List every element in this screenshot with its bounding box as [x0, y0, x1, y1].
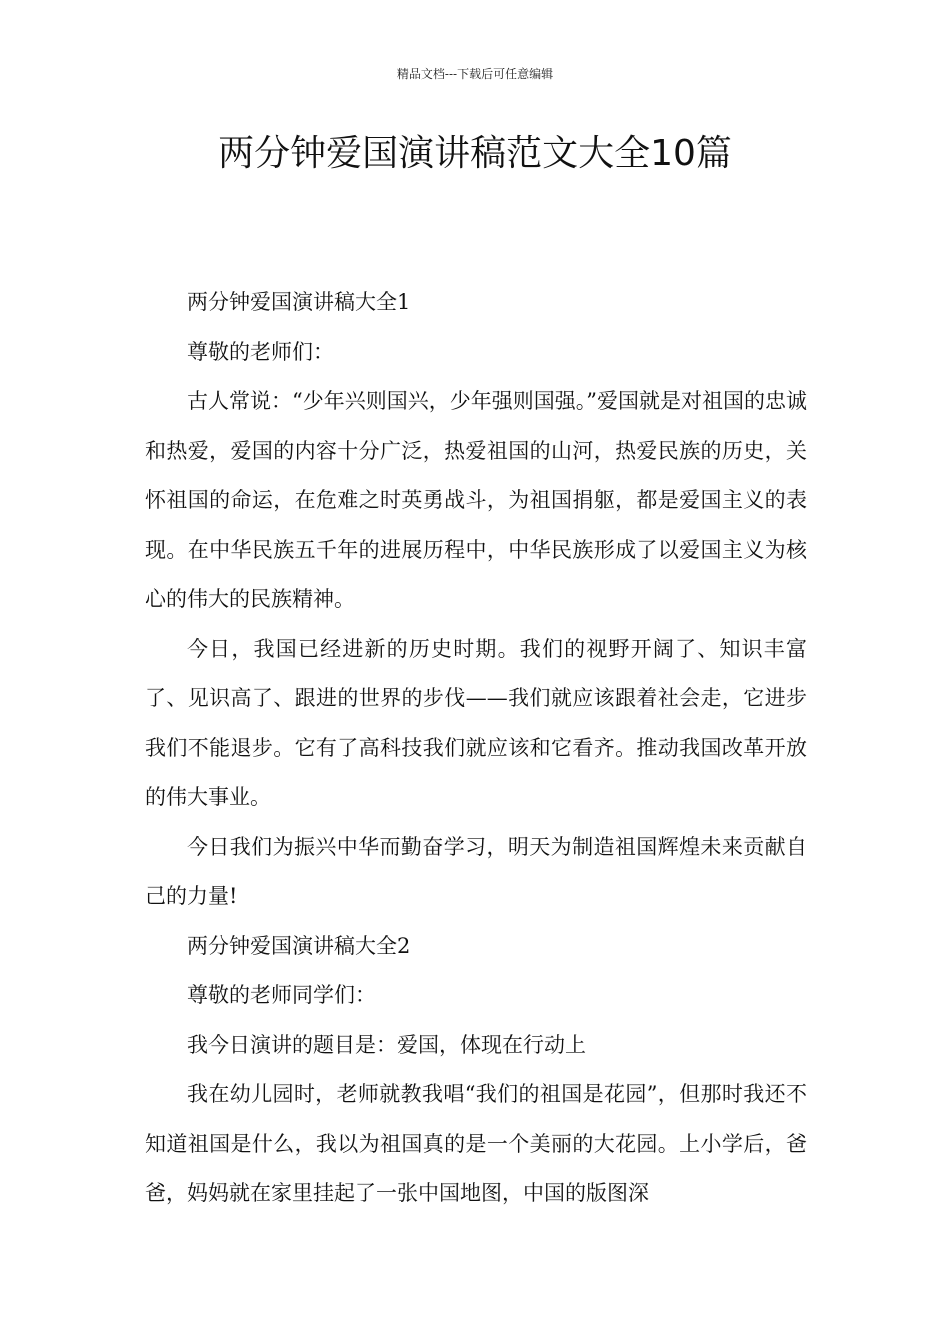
section-heading: 两分钟爱国演讲稿大全1: [187, 290, 411, 314]
body-paragraph: 今日，我国已经进新的历史时期。我们的视野开阔了、知识丰富了、见识高了、跟进的世界的步伐——我们就应该跟着社会走，它进步我们不能退步。它有了高科技我们就应该和它看齐。推动我国改革开放的伟大事业。: [145, 636, 807, 809]
body-paragraph: 我今日演讲的题目是：爱国，体现在行动上: [187, 1032, 586, 1057]
body-paragraph: 今日我们为振兴中华而勤奋学习，明天为制造祖国辉煌未来贡献自己的力量!: [145, 834, 807, 908]
body-paragraph: 我在幼儿园时，老师就教我唱“我们的祖国是花园”，但那时我还不知道祖国是什么，我以为祖国真的是一个美丽的大花园。上小学后，爸爸，妈妈就在家里挂起了一张中国地图，中国的版图深: [145, 1082, 807, 1205]
salutation: 尊敬的老师同学们：: [187, 983, 376, 1007]
section-heading: 两分钟爱国演讲稿大全2: [187, 933, 411, 958]
document-title: 两分钟爱国演讲稿范文大全10篇: [218, 133, 732, 174]
header-note: 精品文档---下载后可任意编辑: [396, 67, 554, 81]
document-body: [145, 278, 807, 1219]
body-paragraph: 古人常说：“少年兴则国兴，少年强则国强。”爱国就是对祖国的忠诚和热爱，爱国的内容十分广泛，热爱祖国的山河，热爱民族的历史，关怀祖国的命运，在危难之时英勇战斗，为祖国捐躯，都是爱国主义的表现。在中华民族五千年的进展历程中，中华民族形成了以爱国主义为核心的伟大的民族精神。: [145, 389, 807, 611]
salutation: 尊敬的老师们：: [187, 339, 334, 364]
